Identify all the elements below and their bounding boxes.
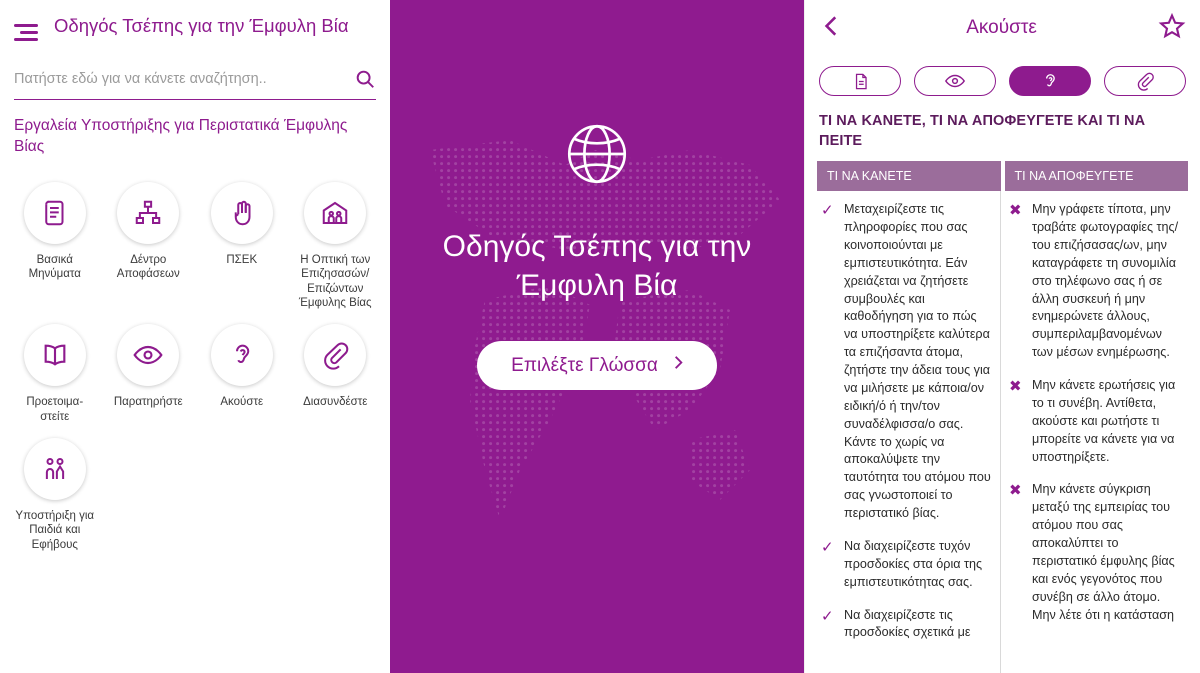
column-header-do: ΤΙ ΝΑ ΚΑΝΕΤΕ <box>817 161 1001 191</box>
check-icon: ✓ <box>821 607 834 625</box>
center-content <box>390 0 804 390</box>
list-item <box>821 607 992 643</box>
right-panel <box>804 0 1200 673</box>
center-title: Οδηγός Τσέπης για την Έμφυλη Βία <box>442 230 752 302</box>
left-header <box>0 0 390 52</box>
content-title: ΤΙ ΝΑ ΚΑΝΕΤΕ, ΤΙ ΝΑ ΑΠΟΦΕΥΓΕΤΕ ΚΑΙ ΤΙ ΝΑ ΠΕΙΤΕ <box>819 113 1146 149</box>
tile-prepare[interactable] <box>8 318 102 428</box>
tab-observe[interactable] <box>914 66 996 96</box>
tile-observe[interactable] <box>102 318 196 428</box>
column-do <box>817 191 1001 673</box>
list-item-text: Να διαχειρίζεστε τις προσδοκίες σχετικά με <box>844 607 971 640</box>
open-book-icon <box>24 324 86 386</box>
select-language-button[interactable] <box>477 341 717 390</box>
ear-icon <box>211 324 273 386</box>
table-header-row <box>817 161 1188 191</box>
tool-tiles <box>0 158 390 566</box>
tile-label: Παρατηρήστε <box>113 396 183 409</box>
family-home-icon <box>304 182 366 244</box>
tile-listen[interactable] <box>195 318 289 428</box>
tile-label: Η Οπτική των Επιζησασών/ Επιζώντων Έμφυλης Βίας <box>298 253 372 309</box>
list-item <box>821 201 992 523</box>
cross-icon: ✖ <box>1009 202 1022 220</box>
list-item <box>821 538 992 592</box>
content-type-tabs <box>805 56 1200 108</box>
tile-decision-tree[interactable] <box>102 176 196 315</box>
right-header <box>805 0 1200 56</box>
section-title: Εργαλεία Υποστήριξης για Περιστατικά Έμφυλης Βίας <box>14 117 348 155</box>
tile-connect[interactable] <box>289 318 383 428</box>
tile-label: Δέντρο Αποφάσεων <box>116 253 180 281</box>
tile-label: Υποστήριξη για Παιδιά και Εφήβους <box>15 510 95 551</box>
search-input[interactable] <box>14 71 354 87</box>
tile-children-support[interactable] <box>8 432 102 556</box>
tile-label: Διασυνδέστε <box>303 396 368 409</box>
list-item <box>1009 377 1180 466</box>
list-item-text: Μην κάνετε σύγκριση μεταξύ της εμπειρίας του ατόμου που σας αποκαλύπτει το περιστατικό έμφυλης βίας και ενός γεγονότος που συνέβη σε άλλο άτομο. Μην λέτε ότι η κατάσταση <box>1032 482 1175 622</box>
globe-icon <box>555 112 639 201</box>
tile-label: Βασικά Μηνύματα <box>28 253 81 281</box>
tile-basic-messages[interactable] <box>8 176 102 315</box>
cross-icon: ✖ <box>1009 482 1022 500</box>
check-icon: ✓ <box>821 538 834 556</box>
select-language-label: Επιλέξτε Γλώσσα <box>511 354 658 376</box>
right-header-title: Ακούστε <box>966 17 1037 38</box>
tab-connect[interactable] <box>1104 66 1186 96</box>
column-header-avoid: ΤΙ ΝΑ ΑΠΟΦΕΥΓΕΤΕ <box>1005 161 1189 191</box>
eye-icon <box>117 324 179 386</box>
star-outline-icon[interactable] <box>1158 12 1186 45</box>
tile-psek[interactable] <box>195 176 289 315</box>
tile-label: Προετοιμα-στείτε <box>26 396 84 423</box>
cross-icon: ✖ <box>1009 378 1022 395</box>
paperclip-icon <box>304 324 366 386</box>
list-item-text: Μεταχειρίζεστε τις πληροφορίες που σας κοινοποιούνται με εμπιστευτικότητα. Εάν χρειάζεται να ζητήσετε συμβουλές και καθοδήγηση για το πώς να υποστηρίξετε καλύτερα τα επιζήσαντα άτομα, ζητήστε την άδεια τους για να μιλήσετε με κάποια/ον ειδική/ό ή την/τον συναδέλφισσα/ο σας. Κάντε το χωρίς να αποκαλύψετε την ταυτότητα του ατόμου που σας γνωστοποιεί το περιστατικό βίας. <box>844 202 991 520</box>
list-item-text: Μην κάνετε ερωτήσεις για το τι συνέβη. Αντίθετα, ακούστε και ρωτήστε τι μπορείτε να κάνετε για να υποστηρίξετε. <box>1032 378 1176 464</box>
chevron-right-icon <box>670 354 687 377</box>
list-item-text: Μην γράφετε τίποτα, μην τραβάτε φωτογραφίες της/του επιζήσασας/ων, μην καταγράφετε τη συνομιλία στο τηλέφωνο σας ή σε άλλη συσκευή ή μην ενημερώνετε άλλους, συμπεριλαμβανομένων των μέσων ενημέρωσης. <box>1032 202 1179 360</box>
tile-label: ΠΣΕΚ <box>226 253 258 266</box>
tile-survivor-perspective[interactable] <box>289 176 383 315</box>
center-panel <box>390 0 804 673</box>
check-icon: ✓ <box>821 202 834 220</box>
document-scroll-icon <box>24 182 86 244</box>
search-icon[interactable] <box>354 68 376 90</box>
left-panel <box>0 0 390 673</box>
search-bar[interactable] <box>14 68 376 100</box>
page-title: Οδηγός Τσέπης για την Έμφυλη Βία <box>54 15 349 36</box>
tab-document[interactable] <box>819 66 901 96</box>
sitemap-icon <box>117 182 179 244</box>
list-item <box>1009 201 1180 362</box>
tab-listen[interactable] <box>1009 66 1091 96</box>
list-item <box>1009 481 1180 624</box>
children-icon <box>24 438 86 500</box>
tile-label: Ακούστε <box>220 396 264 409</box>
column-avoid <box>1005 191 1188 673</box>
hamburger-menu-icon[interactable] <box>14 20 40 46</box>
hand-icon <box>211 182 273 244</box>
table-body <box>817 191 1188 673</box>
list-item-text: Να διαχειρίζεστε τυχόν προσδοκίες στα όρια της εμπιστευτικότητας σας. <box>844 538 983 589</box>
back-chevron-icon[interactable] <box>819 13 845 44</box>
